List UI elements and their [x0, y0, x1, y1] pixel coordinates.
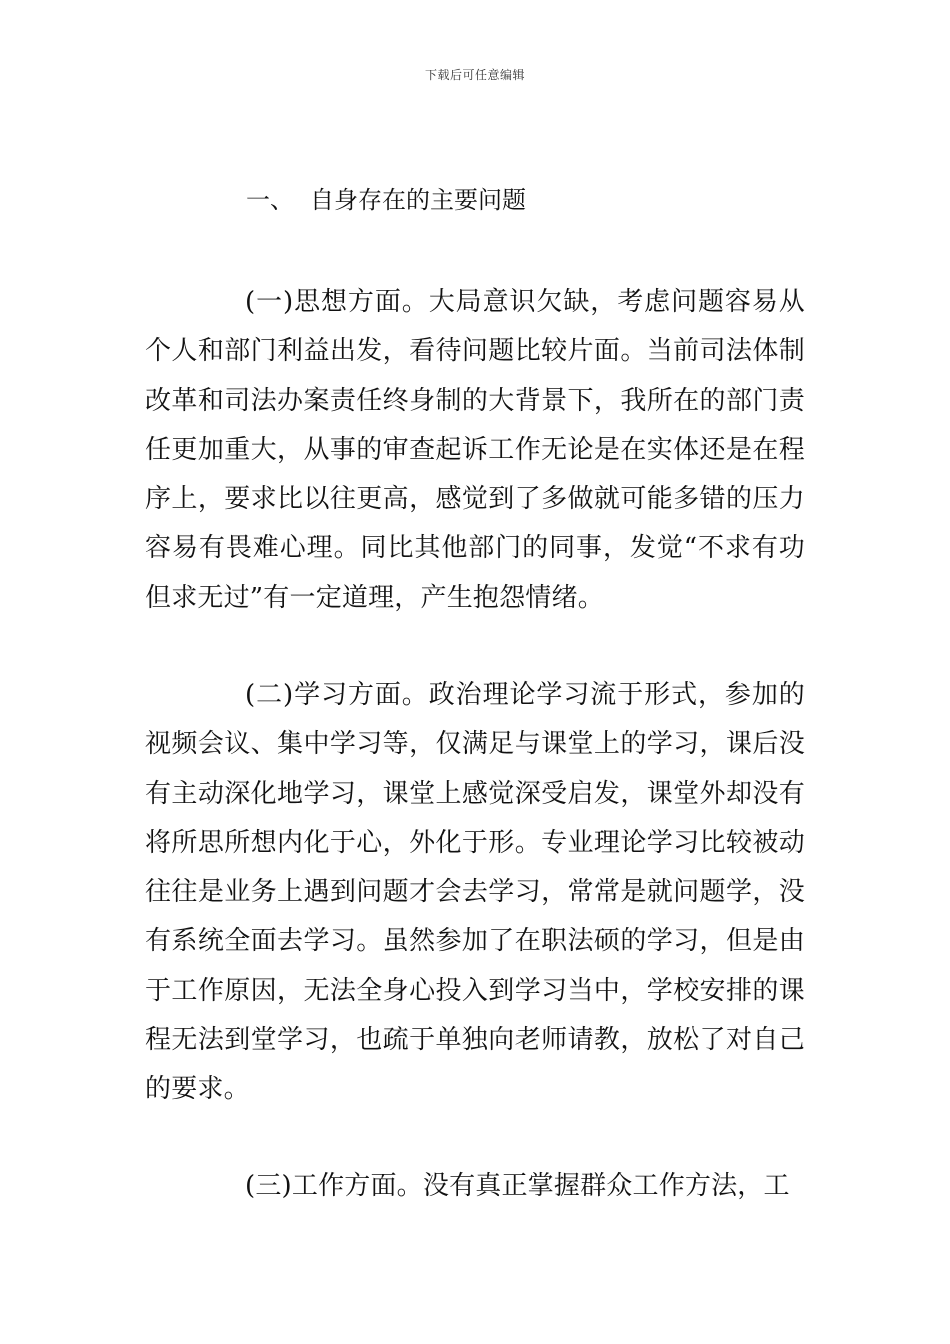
- page-header-note: 下载后可任意编辑: [424, 68, 525, 82]
- section-heading: [246, 184, 526, 216]
- paragraph-study: (二)学习方面。政治理论学习流于形式，参加的视频会议、集中学习等，仅满足与课堂上的学习，课后没有主动深化地学习，课堂上感觉深受启发，课堂外却没有将所思所想内化于心，外化于形。专业理论学习比较被动往往是业务上遇到问题才会去学习，常常是就问题学，没有系统全面去学习。虽然参加了在职法硕的学习，但是由于工作原因，无法全身心投入到学习当中，学校安排的课程无法到堂学习，也疏于单独向老师请教，放松了对自己的要求。: [145, 680, 805, 1105]
- paragraph-thought: (一)思想方面。大局意识欠缺，考虑问题容易从个人和部门利益出发，看待问题比较片面。当前司法体制改革和司法办案责任终身制的大背景下，我所在的部门责任更加重大，从事的审查起诉工作无论是在实体还是在程序上，要求比以往更高，感觉到了多做就可能多错的压力容易有畏难心理。同比其他部门的同事，发觉“不求有功但求无过”有一定道理，产生抱怨情绪。: [145, 287, 805, 613]
- paragraph-work: (三)工作方面。没有真正掌握群众工作方法，工: [245, 1171, 790, 1201]
- section-number: 一、: [246, 186, 294, 214]
- section-title: 自身存在的主要问题: [310, 186, 526, 214]
